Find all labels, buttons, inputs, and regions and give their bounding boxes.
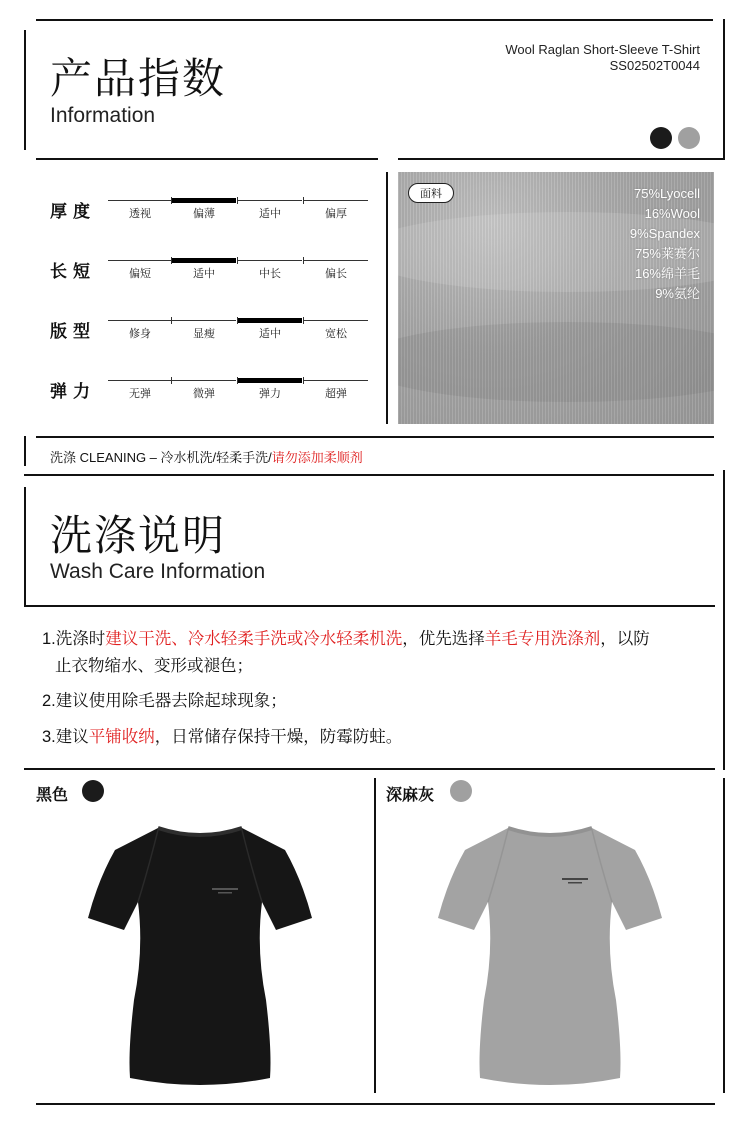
- care-highlight: 平铺收纳: [88, 728, 155, 746]
- index-option-label: 适中: [259, 328, 281, 340]
- index-option-label: 无弹: [129, 388, 151, 400]
- composition-line: 9%氨纶: [655, 286, 700, 301]
- fabric-fold: [398, 322, 714, 402]
- index-tick: [303, 317, 304, 324]
- index-option-bar: [238, 260, 302, 261]
- index-tick: [171, 317, 172, 324]
- index-tick: [171, 377, 172, 384]
- index-option-label: 偏厚: [325, 208, 347, 220]
- index-tick: [237, 197, 238, 204]
- care-item-1-cont: 止衣物缩水、变形或褪色；: [55, 657, 253, 675]
- index-tick: [171, 257, 172, 264]
- cleaning-line: [50, 447, 363, 466]
- index-option: [238, 260, 302, 281]
- index-option-label: 透视: [129, 208, 151, 220]
- index-option: [108, 200, 172, 221]
- index-option-bar: [108, 260, 172, 261]
- frame-left-line: [24, 30, 26, 150]
- section-divider: [24, 474, 714, 476]
- composition-line: 9%Spandex: [629, 226, 700, 241]
- care-text: ，优先选择: [402, 630, 485, 648]
- index-option: [172, 260, 236, 281]
- page-title: 产品指数: [50, 55, 227, 102]
- composition-line: 75%莱赛尔: [634, 246, 700, 261]
- index-option-label: 偏薄: [193, 208, 215, 220]
- product-code: SS02502T0044: [609, 58, 700, 73]
- index-option-label: 修身: [129, 328, 151, 340]
- care-item-1: [42, 624, 712, 654]
- index-tick: [237, 377, 238, 384]
- tshirt-gray-image: [430, 820, 670, 1090]
- index-divider: [386, 172, 388, 424]
- index-option-bar: [172, 380, 236, 381]
- index-option-label: 微弹: [193, 388, 215, 400]
- cleaning-top-line: [36, 436, 714, 438]
- divider-left: [36, 158, 378, 160]
- wash-frame-right: [723, 470, 725, 770]
- index-tick: [237, 257, 238, 264]
- fabric-image: [398, 172, 714, 424]
- frame-right-line: [723, 19, 725, 159]
- index-tick: [237, 317, 238, 324]
- frame-top-line: [36, 19, 713, 21]
- wash-divider: [24, 605, 715, 607]
- index-option-bar: [238, 318, 302, 323]
- care-highlight: 建议干洗、冷水轻柔手洗或冷水轻柔机洗: [105, 630, 403, 648]
- index-option-bar: [108, 200, 172, 201]
- index-tick: [303, 197, 304, 204]
- index-option: [108, 320, 172, 341]
- index-option-label: 偏短: [129, 268, 151, 280]
- divider-right: [398, 158, 725, 160]
- index-option-label: 显瘦: [193, 328, 215, 340]
- index-tick: [303, 257, 304, 264]
- fabric-composition: [630, 184, 700, 304]
- index-label: 版型: [50, 322, 96, 341]
- index-option-bar: [172, 198, 236, 203]
- wash-title: 洗涤说明: [50, 512, 227, 559]
- care-item-2: 2.建议使用除毛器去除起球现象；: [42, 692, 287, 710]
- composition-line: 16%Wool: [644, 206, 700, 221]
- index-option: [172, 320, 236, 341]
- care-text: 1.洗涤时: [42, 630, 106, 648]
- index-option-bar: [304, 320, 368, 321]
- index-option-label: 适中: [259, 208, 281, 220]
- index-option-label: 中长: [259, 268, 281, 280]
- color-swatch-gray: [450, 780, 472, 802]
- index-option: [304, 320, 368, 341]
- index-option-bar: [108, 320, 172, 321]
- index-label: 长短: [50, 262, 96, 281]
- index-label: 弹力: [50, 382, 96, 401]
- color-name-gray: 深麻灰: [386, 787, 435, 804]
- cleaning-text: 洗涤 CLEANING – 冷水机洗/轻柔手洗/: [50, 450, 272, 465]
- index-option-bar: [304, 200, 368, 201]
- index-option: [108, 260, 172, 281]
- care-text: ，以防: [600, 630, 650, 648]
- page-subtitle: Information: [50, 104, 156, 127]
- index-option-label: 弹力: [259, 388, 281, 400]
- care-text: 3.建议: [42, 728, 89, 746]
- composition-line: 75%Lyocell: [633, 186, 700, 201]
- cleaning-warning: 请勿添加柔顺剂: [271, 450, 363, 465]
- color-name-black: 黑色: [36, 787, 69, 804]
- index-option-bar: [304, 260, 368, 261]
- swatch-gray: [678, 127, 700, 149]
- index-option: [304, 260, 368, 281]
- index-option: [108, 380, 172, 401]
- index-label: 厚度: [50, 202, 96, 221]
- index-option: [238, 200, 302, 221]
- index-option-label: 适中: [193, 268, 215, 280]
- product-name: Wool Raglan Short-Sleeve T-Shirt: [505, 42, 700, 57]
- tshirt-black-image: [80, 820, 320, 1090]
- care-item-3: [42, 722, 402, 752]
- wash-subtitle: Wash Care Information: [50, 560, 266, 583]
- index-tick: [171, 197, 172, 204]
- frame-left-line-2: [24, 436, 26, 466]
- index-option-bar: [238, 200, 302, 201]
- composition-line: 16%绵羊毛: [634, 266, 700, 281]
- index-option: [304, 380, 368, 401]
- bottom-line: [36, 1103, 715, 1105]
- index-option-bar: [108, 380, 172, 381]
- product-info: [505, 42, 700, 74]
- swatch-black: [650, 127, 672, 149]
- colors-top-line: [24, 768, 715, 770]
- colors-frame-right: [723, 778, 725, 1093]
- index-tick: [303, 377, 304, 384]
- index-option-label: 超弹: [325, 388, 347, 400]
- color-swatch-black: [82, 780, 104, 802]
- index-option: [304, 200, 368, 221]
- wash-frame-left: [24, 487, 26, 607]
- index-option-bar: [304, 380, 368, 381]
- index-option: [238, 380, 302, 401]
- care-highlight: 羊毛专用洗涤剂: [484, 630, 601, 648]
- colors-divider: [374, 778, 376, 1093]
- index-option: [172, 200, 236, 221]
- index-option-bar: [172, 258, 236, 263]
- index-option: [172, 380, 236, 401]
- index-option-bar: [238, 378, 302, 383]
- fabric-tag: 面料: [408, 183, 454, 203]
- index-option-label: 偏长: [325, 268, 347, 280]
- index-option: [238, 320, 302, 341]
- index-option-bar: [172, 320, 236, 321]
- care-text: ，日常储存保持干燥，防霉防蛀。: [154, 728, 403, 746]
- index-option-label: 宽松: [325, 328, 347, 340]
